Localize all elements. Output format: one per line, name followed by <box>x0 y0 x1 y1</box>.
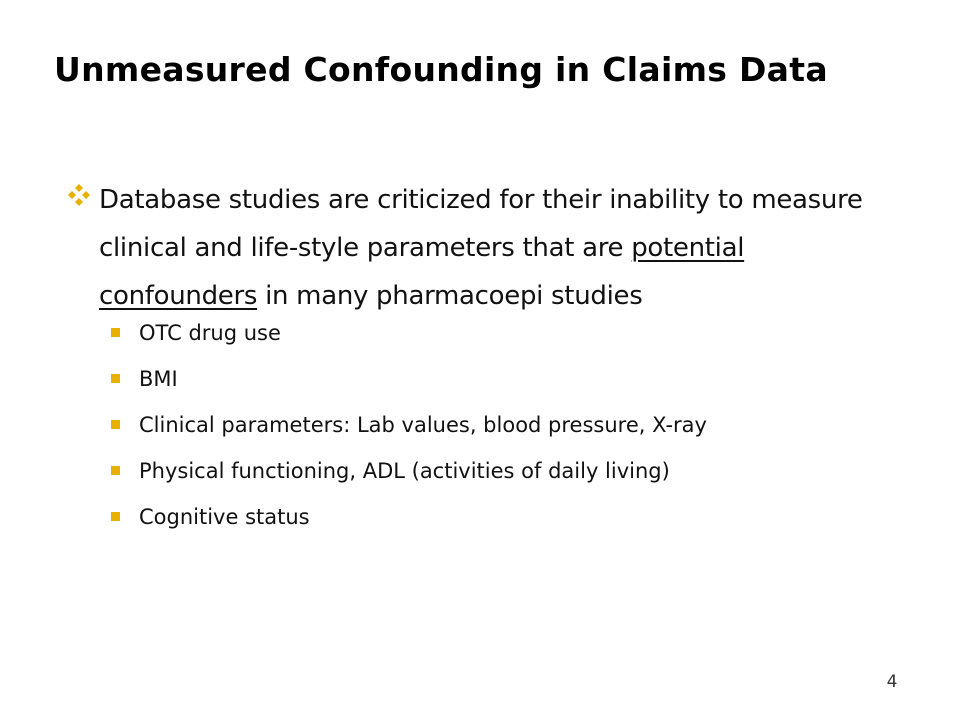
main-bullet-text <box>99 176 906 320</box>
sub-bullet-label: OTC drug use <box>139 321 281 345</box>
main-bullet-text-before: Database studies are criticized for their inability to measure clinical and life-style parameters that are <box>99 185 863 263</box>
square-bullet-icon <box>111 328 120 337</box>
sub-bullet-item <box>108 492 908 538</box>
slide-title: Unmeasured Confounding in Claims Data <box>54 50 828 89</box>
sub-bullet-item <box>108 446 908 492</box>
main-bullet-underlined: potential confounders <box>99 233 745 311</box>
square-bullet-icon <box>111 512 120 521</box>
sub-bullet-label: Clinical parameters: Lab values, blood pressure, X-ray <box>139 413 707 437</box>
square-bullet-icon <box>111 374 120 383</box>
sub-bullet-item <box>108 400 908 446</box>
sub-bullet-label: Physical functioning, ADL (activities of daily living) <box>139 459 670 483</box>
main-bullet-text-after: in many pharmacoepi studies <box>257 281 643 311</box>
square-bullet-icon <box>111 466 120 475</box>
page-number: 4 <box>886 672 898 692</box>
square-bullet-icon <box>111 420 120 429</box>
four-diamond-bullet-icon <box>66 182 92 208</box>
sub-bullet-label: Cognitive status <box>139 505 310 529</box>
sub-bullet-item <box>108 308 908 354</box>
sub-bullet-item <box>108 354 908 400</box>
sub-bullet-label: BMI <box>139 367 178 391</box>
sub-bullet-list <box>108 308 908 538</box>
main-bullet <box>66 176 906 320</box>
